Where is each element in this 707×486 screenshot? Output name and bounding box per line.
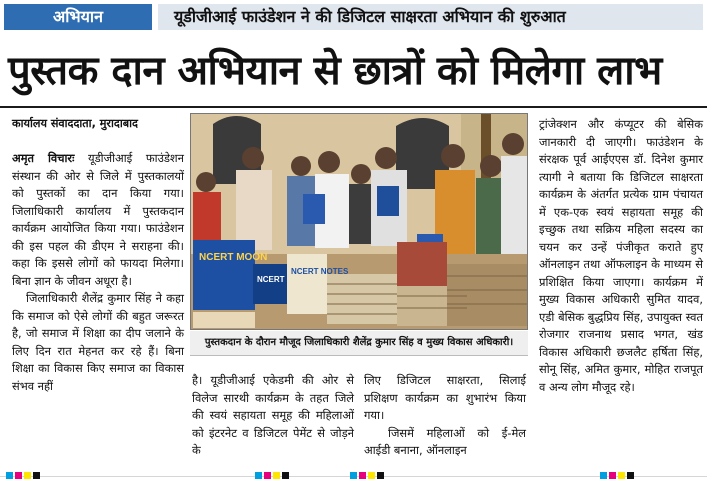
byline: कार्यालय संवाददाता, मुरादाबाद [12, 117, 138, 130]
book-label-1: NCERT MOON [199, 252, 268, 263]
dateline-lead: अमृत विचारः [12, 151, 75, 165]
article-column-3 [364, 372, 526, 460]
registration-swatch [15, 472, 22, 479]
section-tag: अभियान [4, 4, 152, 30]
registration-swatch [618, 472, 625, 479]
photo-caption: पुस्तकदान के दौरान मौजूद जिलाधिकारी शैलेंद्र कुमार सिंह व मुख्य विकास अधिकारी। [190, 331, 528, 356]
registration-swatch [24, 472, 31, 479]
paragraph-col3-2: जिसमें महिलाओं को ई-मेल आईडी बनाना, ऑनलाइन [364, 425, 526, 457]
registration-swatch [282, 472, 289, 479]
registration-swatch [350, 472, 357, 479]
news-photo [190, 113, 528, 330]
registration-swatch [377, 472, 384, 479]
registration-swatch [627, 472, 634, 479]
paragraph-col3-1: लिए डिजिटल साक्षरता, सिलाई प्रशिक्षण कार्यक्रम का शुभारंभ किया गया। [364, 373, 526, 422]
registration-swatch [33, 472, 40, 479]
registration-swatch [255, 472, 262, 479]
registration-swatch [359, 472, 366, 479]
registration-swatch [6, 472, 13, 479]
registration-marks [0, 472, 707, 480]
paragraph-1 [12, 150, 184, 290]
registration-swatch [264, 472, 271, 479]
registration-swatch [609, 472, 616, 479]
photo-illustration [191, 114, 528, 330]
article-column-1 [12, 150, 184, 395]
book-label-2: NCERT NOTES [291, 267, 349, 276]
main-headline: पुस्तक दान अभियान से छात्रों को मिलेगा लाभ [8, 48, 662, 94]
article-column-4: ट्रांजेक्शन और कंप्यूटर की बेसिक जानकारी दी जाएगी। फाउंडेशन के संरक्षक पूर्व आईएएस डॉ. दिनेश कुमार त्यागी ने बताया कि डिजिटल साक्षरता कार्यक्रम के अंतर्गत प्रत्येक ग्राम पंचायत में एक-एक स्वयं सहायता समूह की इच्छुक तथा सक्रिय महिला सदस्य का चयन कर उन्हें पंजीकृत कराते हुए ऑनलाइन तथा ऑफलाइन के माध्यम से प्रशिक्षित किया जाएगा। कार्यक्रम में मुख्य विकास अधिकारी सुमित यादव, एडी बेसिक बुद्धप्रिय सिंह, उपायुक्त स्वत रोजगार राजनाथ प्रसाद भगत, खंड विकास अधिकारी छजलैट हर्षिता सिंह, सोनू सिंह, अमित कुमार, मोहित राजपूत व अन्य लोग मौजूद रहे। [539, 117, 703, 394]
paragraph-2: जिलाधिकारी शैलेंद्र कुमार सिंह ने कहा कि समाज को ऐसे लोगों की बहुत जरूरत है, जो समाज में शिक्षा का दीप जलाने के लिए दिन रात मेहनत कर रहे हैं। बिना शिक्षा का विकास किए समाज का विकास संभव नहीं [12, 291, 184, 393]
registration-swatch [273, 472, 280, 479]
article-column-2: है। यूडीजीआई एकेडमी की ओर से विलेज सारथी कार्यक्रम के तहत जिले की स्वयं सहायता समूह की महिलाओं को इंटरनेट व डिजिटल पेमेंट से जोड़ने के [192, 373, 354, 457]
kicker-headline: यूडीजीआई फाउंडेशन ने की डिजिटल साक्षरता अभियान की शुरुआत [158, 4, 703, 30]
book-label-3: NCERT [257, 275, 285, 284]
section-header [0, 0, 707, 34]
headline-rule [0, 106, 707, 108]
registration-swatch [368, 472, 375, 479]
paragraph-1-text: यूडीजीआई फाउंडेशन संस्थान की ओर से जिले में पुस्तकालयों को पुस्तकों का दान किया गया। जिलाधिकारी कार्यालय में पुस्तकदान कार्यक्रम आयोजित किया गया। फाउंडेशन की इस पहल की डीएम ने सराहना की। कहा कि इससे लोगों को फायदा मिलेगा। बिना ज्ञान के जीवन अधूरा है। [12, 151, 185, 288]
registration-swatch [600, 472, 607, 479]
